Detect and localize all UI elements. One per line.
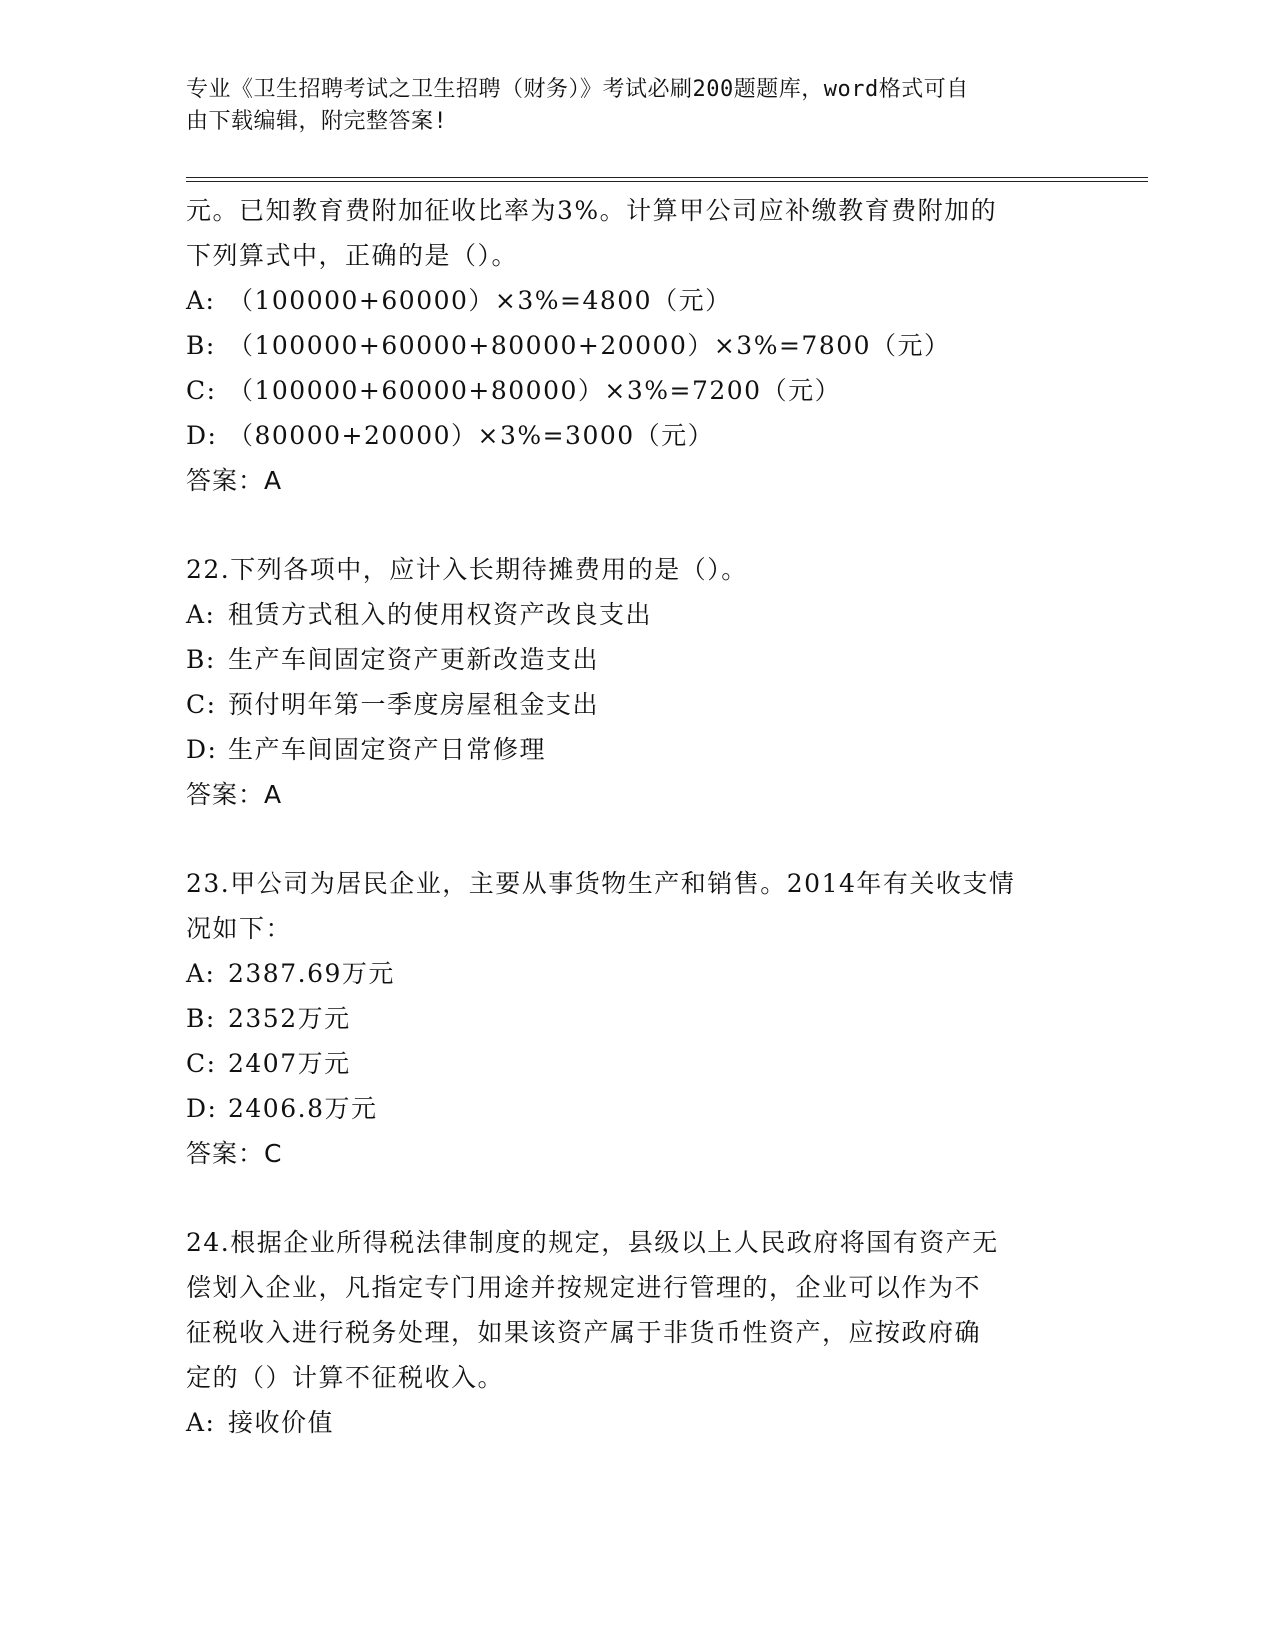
option-c: [186, 1041, 1086, 1086]
option-text: （80000+20000）×3%=3000（元）: [228, 421, 715, 450]
option-text: （100000+60000+80000+20000）×3%=7800（元）: [228, 331, 951, 360]
question-stem-line: 定的（）计算不征税收入。: [186, 1363, 505, 1392]
option-text: 预付明年第一季度房屋租金支出: [228, 690, 600, 719]
question-stem-line: 元。已知教育费附加征收比率为3%。计算甲公司应补缴教育费附加的: [186, 196, 998, 225]
question-stem-line: 22.下列各项中，应计入长期待摊费用的是（）。: [186, 555, 748, 584]
option-d: [186, 413, 1086, 458]
question-22: [186, 547, 1086, 817]
option-b: [186, 637, 1086, 682]
question-stem-line: 下列算式中，正确的是（）。: [186, 241, 519, 270]
option-text: 接收价值: [228, 1408, 335, 1437]
option-text: （100000+60000+80000）×3%=7200（元）: [228, 376, 842, 405]
option-letter: D:: [186, 1094, 218, 1123]
answer-line: 答案：C: [186, 1139, 283, 1168]
option-b: [186, 323, 1086, 368]
option-letter: D:: [186, 421, 218, 450]
option-d: [186, 1086, 1086, 1131]
option-letter: B:: [186, 1004, 216, 1033]
option-text: 2387.69万元: [228, 959, 395, 988]
option-text: 租赁方式租入的使用权资产改良支出: [228, 600, 653, 629]
option-d: [186, 727, 1086, 772]
header-divider: [186, 177, 1148, 182]
option-text: 2352万元: [228, 1004, 351, 1033]
question-stem-line: 况如下：: [186, 914, 293, 943]
option-letter: A:: [186, 959, 216, 988]
option-letter: A:: [186, 1408, 216, 1437]
question-gap: [186, 1176, 1086, 1220]
option-text: 2407万元: [228, 1049, 351, 1078]
option-letter: A:: [186, 600, 216, 629]
option-letter: A:: [186, 286, 216, 315]
option-letter: C:: [186, 690, 217, 719]
option-a: [186, 278, 1086, 323]
option-text: 2406.8万元: [228, 1094, 378, 1123]
option-b: [186, 996, 1086, 1041]
header-line-1: 专业《卫生招聘考试之卫生招聘（财务）》考试必刷200题题库，word格式可自: [186, 77, 969, 102]
option-letter: C:: [186, 1049, 217, 1078]
option-a: [186, 951, 1086, 996]
answer-line: 答案：A: [186, 780, 283, 809]
option-letter: D:: [186, 735, 218, 764]
option-a: [186, 592, 1086, 637]
question-list: [186, 188, 1086, 1445]
option-c: [186, 368, 1086, 413]
question-24: [186, 1220, 1086, 1445]
document-header: [186, 74, 1066, 138]
option-letter: B:: [186, 331, 216, 360]
option-text: 生产车间固定资产更新改造支出: [228, 645, 600, 674]
question-stem-line: 偿划入企业，凡指定专门用途并按规定进行管理的，企业可以作为不: [186, 1273, 982, 1302]
question-23: [186, 861, 1086, 1176]
question-stem-line: 24.根据企业所得税法律制度的规定，县级以上人民政府将国有资产无: [186, 1228, 999, 1257]
question-gap: [186, 817, 1086, 861]
question-gap: [186, 503, 1086, 547]
option-text: （100000+60000）×3%=4800（元）: [228, 286, 732, 315]
option-c: [186, 682, 1086, 727]
option-letter: B:: [186, 645, 216, 674]
option-a: [186, 1400, 1086, 1445]
question-stem-line: 征税收入进行税务处理，如果该资产属于非货币性资产，应按政府确: [186, 1318, 982, 1347]
option-text: 生产车间固定资产日常修理: [228, 735, 547, 764]
header-line-2: 由下载编辑，附完整答案!: [186, 109, 448, 134]
question-21: [186, 188, 1086, 503]
option-letter: C:: [186, 376, 217, 405]
answer-line: 答案：A: [186, 466, 283, 495]
question-stem-line: 23.甲公司为居民企业，主要从事货物生产和销售。2014年有关收支情: [186, 869, 1016, 898]
